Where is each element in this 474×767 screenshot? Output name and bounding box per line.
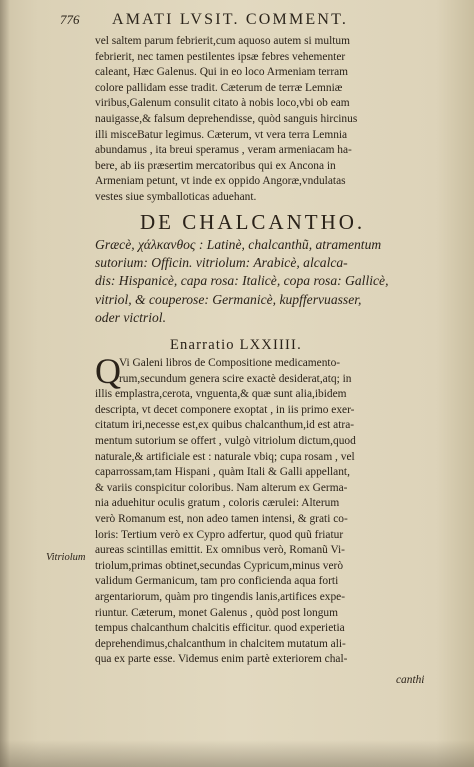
text-line: febrierit, nec tamen pestilentes ipsæ febres vehementer xyxy=(95,50,346,63)
names-line: Græcè, χάλκανθος : Latinè, chalcanthũ, atramentum xyxy=(95,237,382,252)
section-title: DE CHALCANTHO. xyxy=(140,210,366,234)
text-line: argentariorum, quàm pro tingendis lanis,artifices expe- xyxy=(95,590,345,603)
text-line: tempus chalcanthum chalcitis efficitur. quod experietia xyxy=(95,622,345,635)
running-head: AMATI LVSIT. COMMENT. xyxy=(112,11,349,28)
text-line: nia aduehitur oculis gratum , coloris cærulei: Alterum xyxy=(95,497,340,510)
text-line: colore pallidam esse tradit. Cæterum de terræ Lemniæ xyxy=(95,81,343,94)
text-line: caparrossam,tam Hispani , quàm Itali & Galli appellant, xyxy=(95,466,350,479)
text-line: verò Romanum est, non adeo tamen intensi, & grati co- xyxy=(95,512,348,525)
page-number: 776 xyxy=(60,12,80,27)
text-line: illis emplastra,cerota, vnguenta,& quæ sunt alia,ibidem xyxy=(95,388,347,401)
page-header xyxy=(60,12,440,34)
text-line: descripta, vt decet componere exoptat , in iis primo exer- xyxy=(95,403,355,416)
text-line: qua ex parte esse. Videmus enim partè exteriorem chal- xyxy=(95,653,348,666)
text-line: viribus,Galenum consulit citato à nobis loco,vbi ob eam xyxy=(95,97,350,110)
text-line: riuntur. Cæterum, monet Galenus , quòd post longum xyxy=(95,606,338,619)
gutter-shadow xyxy=(0,0,10,767)
names-line: sutorium: Officin. vitriolum: Arabicè, alcalca- xyxy=(95,255,348,271)
text-line: illi misceBatur legimus. Cæterum, vt vera terra Lemnia xyxy=(95,128,348,141)
text-line: rum,secundum genera scire exactè desiderat,atq; in xyxy=(119,372,352,385)
names-line: vitriol, & couperose: Germanicè, kupffervuasser, xyxy=(95,291,362,307)
names-line: oder victriol. xyxy=(95,309,166,325)
text-line: bere, ab iis præsertim mercatoribus qui ex Ancona in xyxy=(95,159,336,172)
catchword: canthi xyxy=(396,674,425,686)
text-line: citatum iri,necesse est,ex quibus chalcanthum,id est atra- xyxy=(95,419,355,432)
text-line: validum Germanicum, tam pro conficienda aqua forti xyxy=(95,575,339,588)
names-line: dis: Hispanicè, capa rosa: Italicè, copa rosa: Gallicè, xyxy=(95,273,389,289)
text-line: Armeniam petunt, vt inde ex oppido Angoræ,vndulatas xyxy=(95,175,346,188)
text-line: loris: Tertium verò ex Cypro adfertur, quod quũ friatur xyxy=(95,528,344,541)
bottom-paragraph xyxy=(95,351,440,668)
text-line: deprehendimus,chalcanthum in chalcitem mutatum ali- xyxy=(95,637,346,650)
enarratio-heading: Enarratio LXXIIII. xyxy=(170,337,302,353)
page-bottom-edge xyxy=(0,740,474,767)
drop-cap: Q xyxy=(95,351,121,391)
text-line: Vi Galeni libros de Compositione medicamento- xyxy=(119,357,341,369)
text-line: vel saltem parum febrierit,cum aquoso autem si multum xyxy=(95,35,350,47)
text-line: abundamus , ita breui speramus , veram armeniacam ha- xyxy=(95,144,352,157)
text-line: triolum,primas obtinet,secundas Cypricum,minus verò xyxy=(95,559,344,572)
text-line: vestes siue symballoticas aduehant. xyxy=(95,190,257,203)
names-block xyxy=(95,236,440,327)
text-line: aureas scintillas emittit. Ex omnibus verò, Romanũ Vi- xyxy=(95,544,345,557)
text-line: mentum sutorium se offert , vulgò vitriolum dictum,quod xyxy=(95,434,356,447)
text-line: nauigasse,& falsum deprehendisse, quòd sanguis hircinus xyxy=(95,112,358,125)
top-paragraph xyxy=(95,34,440,206)
text-line: naturale,& artificiale est : naturale vbiq; cupa rosam , vel xyxy=(95,450,355,463)
text-line: & variis conspicitur coloribus. Nam alterum ex Germa- xyxy=(95,481,348,494)
text-line: caleant, Hæc Galenus. Qui in eo loco Armeniam terram xyxy=(95,66,349,79)
marginal-note: Vitriolum xyxy=(46,552,86,563)
